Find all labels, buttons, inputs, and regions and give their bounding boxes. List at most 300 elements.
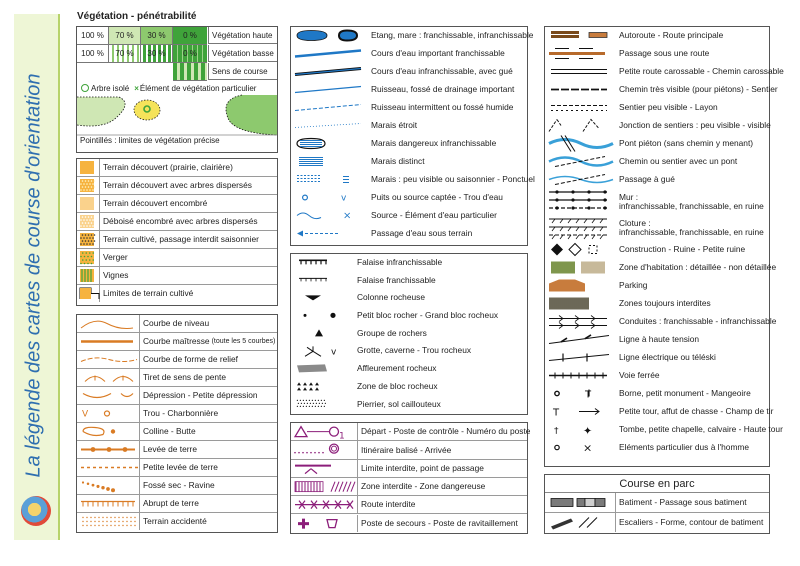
legend-label-text: Ligne électrique ou téléski — [619, 352, 716, 363]
seasonal-marsh-icon — [291, 171, 367, 188]
legend-label-text: Pont piéton (sans chemin y menant) — [619, 138, 754, 149]
legend-label-text: Courbe maîtresse — [143, 336, 210, 347]
legend-label — [361, 423, 531, 440]
legend-label — [143, 351, 274, 368]
legend-label — [143, 315, 274, 332]
stony-ground-icon — [291, 396, 353, 413]
legend-label-text: Itinéraire balisé - Arrivée — [361, 444, 452, 455]
legend-label-text: Cours d'eau important franchissable — [371, 48, 505, 59]
legend-label — [619, 99, 766, 116]
legend-label-text: Groupe de rochers — [357, 327, 427, 338]
legend-row — [291, 27, 534, 44]
legend-row — [77, 477, 277, 495]
svg-text:†: † — [554, 426, 559, 437]
legend-row — [77, 249, 277, 267]
legend-row — [77, 195, 277, 213]
legend-label — [103, 231, 274, 248]
legend-label — [357, 325, 524, 342]
legend-row — [77, 441, 277, 459]
legend-label — [357, 396, 524, 413]
manmade-feature-icon — [545, 439, 615, 456]
legend-label-text: Escaliers - Forme, contour de batiment — [619, 517, 764, 528]
vegetation-low-label: Végétation basse — [208, 45, 277, 62]
start-control-icon — [291, 423, 358, 440]
legend-label-text: Mur : infranchissable, franchissable, en ruine — [619, 191, 764, 211]
legend-label-text: Tiret de sens de pente — [143, 372, 227, 383]
legend-label — [361, 441, 524, 458]
uncrossable-water-icon — [291, 63, 367, 80]
path-bridge-icon — [545, 153, 615, 170]
legend-row — [545, 313, 777, 330]
depression-icon — [77, 387, 140, 404]
legend-row — [545, 331, 769, 348]
grave-icon — [545, 421, 615, 438]
earth-bank-icon — [77, 441, 140, 458]
legend-row — [291, 515, 527, 532]
legend-label-text: Vignes — [103, 270, 129, 281]
boulder-cluster-icon — [291, 325, 353, 342]
form-line-icon — [77, 351, 140, 368]
stream-icon — [291, 81, 367, 98]
legend-label — [619, 313, 777, 330]
federation-logo — [21, 496, 51, 526]
legend-label — [357, 254, 524, 271]
underpass-icon — [545, 45, 615, 62]
legend-label — [143, 333, 274, 350]
legend-label-text: Cours d'eau infranchissable, avec gué — [371, 66, 513, 77]
legend-row — [291, 225, 527, 242]
legend-label — [619, 63, 784, 80]
legend-label — [371, 171, 535, 188]
legend-label — [619, 153, 766, 170]
legend-label-text: Limites de terrain cultivé — [103, 288, 194, 299]
bare-rock-icon — [291, 360, 353, 377]
legend-label-text: Voie ferrée — [619, 370, 660, 381]
legend-row — [291, 189, 527, 206]
vegetation-high-label: Végétation haute — [208, 27, 277, 44]
legend-row — [291, 325, 527, 342]
boulder-field-icon — [291, 378, 353, 395]
legend-row — [545, 135, 769, 152]
legend-row — [291, 63, 527, 80]
legend-label — [371, 225, 524, 242]
marsh-icon — [291, 153, 367, 170]
legend-label-text: Déboisé encombré avec arbres dispersés — [103, 216, 258, 227]
pct-cell: 70 % — [109, 27, 141, 45]
legend-label — [103, 177, 274, 194]
legend-label — [619, 259, 777, 276]
park-panel — [544, 474, 770, 534]
legend-row — [291, 478, 527, 496]
legend-label — [357, 378, 524, 395]
legend-label-text: Source - Élément d'eau particulier — [371, 210, 497, 221]
legend-label — [619, 117, 771, 134]
legend-label-text: Ruisseau, fossé de drainage important — [371, 84, 515, 95]
power-line-icon — [545, 331, 615, 348]
pct-cell: 100 % — [77, 45, 109, 63]
penetrability-grid — [77, 27, 207, 80]
legend-label-text: Départ - Poste de contrôle - Numéro du poste — [361, 426, 531, 437]
building-icon — [545, 241, 615, 258]
legend-row — [545, 117, 769, 134]
out-of-bounds-icon — [545, 295, 615, 312]
legend-label-text: Fossé sec - Ravine — [143, 480, 215, 491]
forbidden-route-icon — [291, 496, 358, 513]
open-trees-swatch — [77, 177, 100, 194]
legend-label — [143, 387, 274, 404]
tree-legend-row — [77, 81, 277, 95]
legend-label-text: Passage sous une route — [619, 48, 710, 59]
legend-label-text: Terrain cultivé, passage interdit saisonnier — [103, 234, 259, 245]
legend-label-text: Limite interdite, point de passage — [361, 462, 484, 473]
legend-row — [77, 231, 277, 249]
legend-row — [545, 403, 774, 420]
legend-label — [619, 241, 766, 258]
legend-label-text: Affleurement rocheux — [357, 363, 437, 374]
legend-row — [545, 259, 777, 276]
cliff-icon — [291, 254, 353, 271]
motorway-icon — [545, 27, 615, 44]
legend-row — [77, 267, 277, 285]
legend-label-text: Poste de secours - Poste de ravitaillement — [361, 517, 518, 528]
legend-label — [361, 496, 524, 513]
rock-panel — [290, 253, 528, 415]
legend-label-text: Terrain découvert encombré — [103, 198, 208, 209]
wall-icon — [545, 189, 615, 214]
vegetation-heading: Végétation - pénétrabilité — [77, 11, 197, 22]
legend-row — [545, 153, 769, 170]
railway-icon — [545, 367, 615, 384]
legend-label — [371, 81, 524, 98]
legend-label — [143, 477, 274, 494]
legend-label — [619, 367, 766, 384]
lake-icon — [291, 27, 367, 44]
stairs-icon — [545, 513, 616, 532]
legend-label — [371, 207, 524, 224]
pct-cell: 0 % — [173, 45, 207, 63]
legend-row — [77, 213, 277, 231]
legend-row — [545, 63, 784, 80]
well-icon — [291, 189, 367, 206]
cultivated-boundary-icon — [77, 285, 100, 302]
legend-label — [619, 277, 766, 294]
legend-label-text: Parking — [619, 280, 648, 291]
legend-label — [103, 159, 274, 176]
legend-row — [545, 45, 769, 62]
intermittent-stream-icon — [291, 99, 367, 116]
legend-label — [143, 459, 274, 476]
legend-label-text: Zone d'habitation : détaillée - non détaillée — [619, 262, 777, 273]
legend-label-text: Cloture : infranchissable, franchissable, en ruine — [619, 217, 764, 237]
cable-icon — [545, 349, 615, 366]
legend-row — [291, 460, 527, 478]
legend-label-text: Construction - Ruine - Petite ruine — [619, 244, 746, 255]
legend-label — [619, 331, 766, 348]
monument-icon — [545, 385, 615, 402]
legend-label-text: Levée de terre — [143, 444, 198, 455]
water-panel — [290, 26, 535, 246]
legend-label — [103, 195, 274, 212]
forbidden-boundary-icon — [291, 460, 358, 477]
legend-label — [619, 81, 778, 98]
legend-label-text: Chemin très visible (pour piétons) - Sentier — [619, 84, 778, 95]
dangerous-marsh-icon — [291, 135, 367, 152]
legend-label-text: Batiment - Passage sous batiment — [619, 497, 747, 508]
legend-row — [545, 385, 769, 402]
legend-label-text: Route interdite — [361, 499, 416, 510]
broken-ground-icon — [77, 513, 140, 530]
legend-label-text: Chemin ou sentier avec un pont — [619, 156, 738, 167]
legend-label — [103, 285, 274, 302]
legend-row — [545, 513, 769, 532]
svg-text:T: T — [585, 389, 592, 401]
svg-text:v: v — [341, 193, 347, 204]
legend-row — [291, 45, 527, 62]
pct-cell: 0 % — [173, 27, 207, 45]
legend-label — [143, 441, 274, 458]
legend-label-text: Puits ou source captée - Trou d'eau — [371, 192, 503, 203]
legend-label — [357, 289, 524, 306]
legend-label — [619, 421, 783, 438]
legend-row — [545, 421, 783, 438]
narrow-marsh-icon — [291, 117, 367, 134]
vegetation-boundary-note: Pointillés : limites de végétation précise — [80, 136, 220, 145]
legend-row — [545, 215, 769, 240]
legend-label — [143, 495, 274, 512]
legend-label-text: Jonction de sentiers : peu visible - visible — [619, 120, 771, 131]
legend-label-text: Verger — [103, 252, 128, 263]
legend-label-text: Marais : peu visible ou saisonnier - Ponctuel — [371, 174, 535, 185]
legend-row — [77, 351, 277, 369]
legend-note: (toute les 5 courbes) — [211, 337, 276, 345]
legend-label-text: Colonne rocheuse — [357, 292, 425, 303]
legend-row — [77, 177, 277, 195]
legend-row — [545, 81, 778, 98]
relief-panel — [76, 314, 278, 533]
legend-label — [619, 403, 774, 420]
legend-row — [77, 285, 277, 302]
legend-row — [291, 396, 527, 413]
legend-label — [619, 493, 766, 512]
forbidden-area-icon — [291, 478, 358, 495]
rough-open-swatch — [77, 195, 100, 212]
legend-label — [371, 63, 524, 80]
legend-row — [77, 369, 277, 387]
legend-label-text: Passage d'eau sous terrain — [371, 228, 473, 239]
spring-icon — [291, 207, 367, 224]
legend-row — [291, 441, 527, 459]
marked-route-icon — [291, 441, 358, 458]
vegetation-panel — [76, 26, 278, 153]
legend-label-text: Petite tour, affut de chasse - Champ de tir — [619, 406, 774, 417]
earth-wall-icon — [77, 495, 140, 512]
legend-label-text: Zones toujours interdites — [619, 298, 711, 309]
manmade-panel — [544, 26, 784, 467]
legend-label-text: Falaise franchissable — [357, 274, 436, 285]
first-aid-icon — [291, 515, 358, 532]
legend-row — [545, 367, 769, 384]
legend-label-text: Zone de bloc rocheux — [357, 380, 438, 391]
legend-row — [291, 117, 527, 134]
pct-cell: 30 % — [141, 27, 173, 45]
knoll-icon — [77, 423, 140, 440]
legend-row — [291, 135, 527, 152]
park-title: Course en parc — [545, 475, 769, 493]
legend-row — [291, 343, 527, 360]
legend-row — [291, 81, 527, 98]
cultivated-swatch — [77, 231, 100, 248]
running-direction-swatch — [173, 63, 207, 81]
legend-label-text: Borne, petit monument - Mangeoire — [619, 388, 751, 399]
parking-icon — [545, 277, 615, 294]
legend-label — [103, 213, 274, 230]
legend-row — [545, 349, 769, 366]
rock-pillar-icon — [291, 289, 353, 306]
legend-label-text: Ligne à haute tension — [619, 334, 700, 345]
legend-row — [77, 459, 277, 477]
legend-row — [545, 241, 769, 258]
legend-label-text: Terrain découvert (prairie, clairière) — [103, 162, 233, 173]
legend-label-text: Petite levée de terre — [143, 462, 218, 473]
svg-text:1: 1 — [338, 431, 345, 442]
course-panel — [290, 422, 531, 534]
legend-label — [619, 45, 766, 62]
legend-row — [291, 153, 527, 170]
legend-label-text: Petit bloc rocher - Grand bloc rocheux — [357, 310, 499, 321]
legend-label-text: Pierrier, sol caillouteux — [357, 398, 441, 409]
legend-row — [77, 423, 277, 441]
running-direction-label: Sens de course — [208, 63, 277, 80]
legend-label-text: Dépression - Petite dépression — [143, 390, 258, 401]
svg-text:V: V — [82, 409, 89, 420]
park-rows — [545, 493, 769, 533]
legend-label — [143, 423, 274, 440]
legend-label-text: Marais dangereux infranchissable — [371, 138, 497, 149]
legend-label — [619, 513, 766, 532]
legend-label — [619, 27, 766, 44]
legend-row — [291, 171, 535, 188]
legend-row — [291, 496, 527, 514]
index-contour-icon — [77, 333, 140, 350]
legend-label — [357, 307, 524, 324]
legend-label-text: Autoroute - Route principale — [619, 30, 724, 41]
orchard-swatch — [77, 249, 100, 266]
crossable-water-icon — [291, 45, 367, 62]
legend-label-text: Ruisseau intermittent ou fossé humide — [371, 102, 514, 113]
legend-label — [619, 439, 766, 456]
shooting-icon — [545, 403, 615, 420]
legend-label — [619, 135, 766, 152]
legend-label-text: Abrupt de terre — [143, 498, 199, 509]
legend-label — [371, 27, 534, 44]
legend-row — [291, 207, 527, 224]
legend-row — [291, 289, 527, 306]
legend-label — [619, 189, 766, 214]
legend-label — [361, 478, 524, 495]
legend-row — [291, 378, 527, 395]
slope-line-icon — [77, 369, 140, 386]
legend-label-text: Etang, mare : franchissable, infranchissable — [371, 30, 534, 41]
legend-row — [291, 254, 527, 271]
svg-text:×: × — [343, 210, 352, 222]
passable-cliff-icon — [291, 272, 353, 289]
legend-label — [357, 360, 524, 377]
path-junction-icon — [545, 117, 615, 134]
legend-row — [545, 439, 769, 456]
legend-row — [77, 333, 277, 351]
legend-label — [619, 349, 766, 366]
legend-label — [619, 295, 766, 312]
settlement-icon — [545, 259, 615, 276]
legend-row — [77, 159, 277, 177]
legend-row — [545, 99, 769, 116]
contour-icon — [77, 315, 140, 332]
legend-row — [77, 315, 277, 333]
legend-label — [371, 153, 524, 170]
legend-row — [77, 405, 277, 423]
legend-label-text: Sentier peu visible - Layon — [619, 102, 718, 113]
legend-label-text: Marais distinct — [371, 156, 425, 167]
legend-label — [619, 215, 766, 240]
legend-label — [357, 343, 524, 360]
legend-label-text: Zone interdite - Zone dangereuse — [361, 481, 486, 492]
sidebar-banner — [14, 14, 60, 540]
footbridge-icon — [545, 135, 615, 152]
legend-label — [371, 189, 524, 206]
legend-row — [291, 423, 531, 442]
svg-text:T: T — [553, 407, 560, 419]
legend-label — [361, 460, 524, 477]
legend-row — [545, 277, 769, 294]
legend-label — [103, 267, 274, 284]
small-bank-icon — [77, 459, 140, 476]
legend-label — [371, 117, 524, 134]
pct-cell: 30 % — [141, 45, 173, 63]
rough-trees-swatch — [77, 213, 100, 230]
legend-label-text: Eléments particulier dus à l'homme — [619, 442, 750, 453]
isolated-tree-icon — [81, 84, 89, 92]
legend-label — [619, 171, 766, 188]
legend-label-text: Courbe de niveau — [143, 318, 210, 329]
legend-label — [371, 135, 524, 152]
legend-label-text: Petite route carossable - Chemin carossable — [619, 66, 784, 77]
isolated-tree-label: Arbre isolé — [91, 83, 130, 93]
svg-text:v: v — [330, 346, 337, 357]
svg-text:✦: ✦ — [583, 424, 593, 438]
legend-row — [545, 189, 769, 214]
open-terrain-swatch — [77, 159, 100, 176]
legend-label — [371, 45, 524, 62]
legend-label — [103, 249, 274, 266]
footpath-icon — [545, 99, 615, 116]
pct-cell: 70 % — [109, 45, 141, 63]
legend-label — [361, 515, 524, 532]
underground-water-icon — [291, 225, 367, 242]
legend-row — [545, 171, 769, 188]
fence-icon — [545, 215, 615, 240]
pct-cell: 100 % — [77, 27, 109, 45]
legend-row — [291, 272, 527, 289]
legend-label-text: Terrain découvert avec arbres dispersés — [103, 180, 252, 191]
ford-icon — [545, 171, 615, 188]
legend-label-text: Colline - Butte — [143, 426, 196, 437]
legend-label-text: Grotte, caverne - Trou rocheux — [357, 345, 472, 356]
pit-icon — [77, 405, 140, 422]
cave-icon — [291, 343, 353, 360]
legend-row — [77, 513, 277, 530]
special-vegetation-icon: × — [134, 83, 139, 93]
legend-label — [371, 99, 524, 116]
